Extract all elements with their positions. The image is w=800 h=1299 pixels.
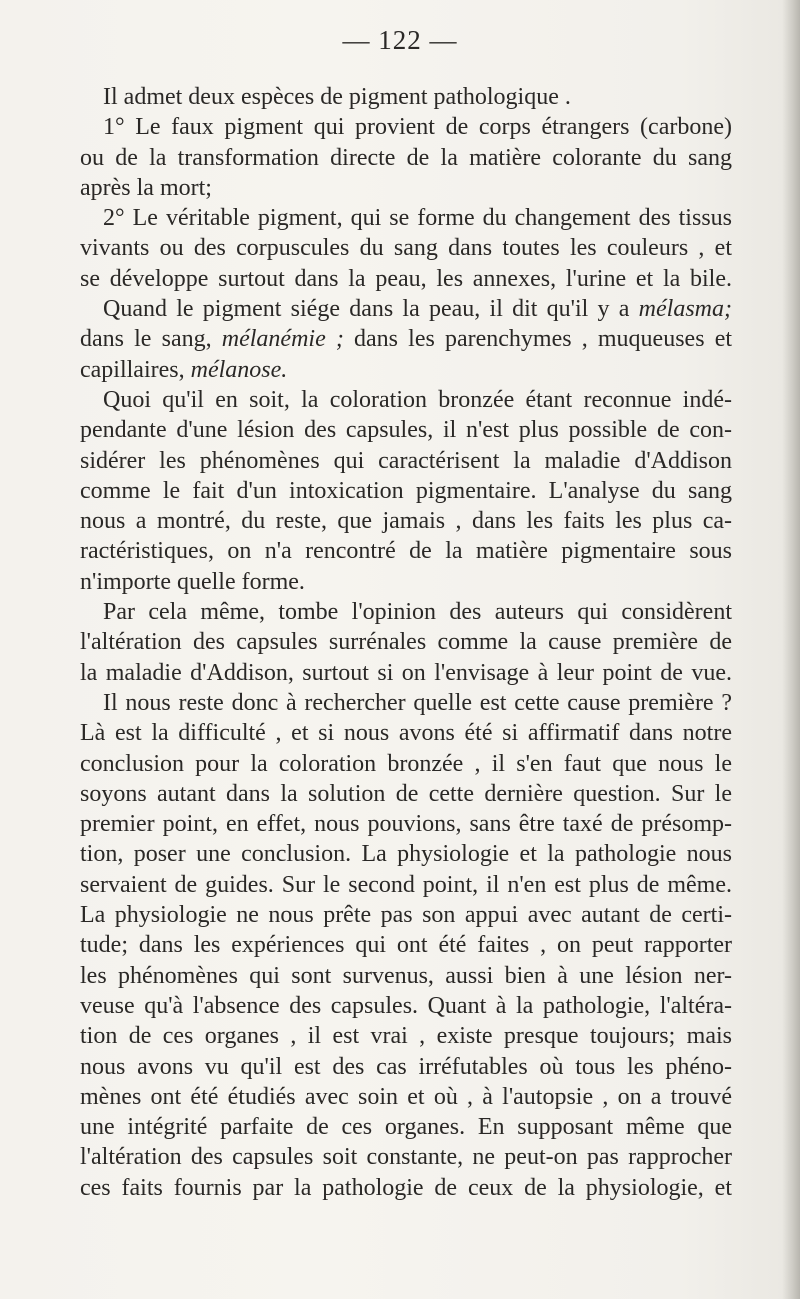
text-line — [80, 536, 732, 566]
text-line-content: servaient de guides. Sur le second point, il n'en est plus de même. — [80, 871, 732, 898]
text-line-content: une intégrité parfaite de ces organes. En supposant même que — [80, 1114, 732, 1141]
text-line — [80, 1112, 732, 1142]
text-line-content: soyons autant dans la solution de cette dernière question. Sur le — [80, 780, 732, 807]
text-line-content: l'altération des capsules soit constante, ne peut-on pas rapprocher — [80, 1144, 732, 1171]
text-line-content: ces faits fournis par la pathologie de ceux de la physiologie, et — [80, 1174, 732, 1201]
text-line — [80, 870, 732, 900]
text-line-content: la maladie d'Addison, surtout si on l'envisage à leur point de vue. — [80, 659, 732, 686]
text-line — [80, 294, 732, 324]
text-line — [80, 355, 732, 385]
italic-term: mélanose. — [190, 356, 288, 383]
page-number: — 122 — — [342, 25, 458, 55]
text-line-content: Par cela même, tombe l'opinion des auteurs qui considèrent — [103, 599, 732, 626]
text-line — [80, 415, 732, 445]
text-line — [80, 961, 732, 991]
text-line — [80, 1142, 732, 1172]
text-line — [80, 143, 732, 173]
text-line-content: l'altération des capsules surrénales comme la cause première de — [80, 629, 732, 656]
text-line — [80, 385, 732, 415]
text-line-content: premier point, en effet, nous pouvions, sans être taxé de présomp- — [80, 811, 732, 838]
text-line — [80, 688, 732, 718]
text-line-content: ractéristiques, on n'a rencontré de la matière pigmentaire sous — [80, 538, 732, 565]
text-line-content: 1° Le faux pigment qui provient de corps étrangers (carbone) — [103, 114, 732, 141]
text-line — [80, 506, 732, 536]
text-line — [80, 930, 732, 960]
text-line-content: n'importe quelle forme. — [80, 568, 305, 595]
text-line — [80, 749, 732, 779]
italic-term: mélasma; — [638, 296, 732, 323]
text-line-content: Quoi qu'il en soit, la coloration bronzée étant reconnue indé- — [103, 386, 732, 413]
text-line-content: nous avons vu qu'il est des cas irréfutables où tous les phéno- — [80, 1053, 732, 1080]
text-line-content: ou de la transformation directe de la matière colorante du sang — [80, 144, 732, 171]
text-line — [80, 991, 732, 1021]
text-line-content: Quand le pigment siége dans la peau, il dit qu'il y a — [103, 296, 639, 323]
text-line-content: pendante d'une lésion des capsules, il n'est plus possible de con- — [80, 417, 732, 444]
text-line-content: 2° Le véritable pigment, qui se forme du changement des tissus — [103, 205, 732, 232]
text-line-content: comme le fait d'un intoxication pigmentaire. L'analyse du sang — [80, 477, 732, 504]
text-line — [80, 900, 732, 930]
text-line — [80, 476, 732, 506]
text-line — [80, 567, 732, 597]
italic-term: mélanémie ; — [221, 326, 344, 353]
text-line-content: tion, poser une conclusion. La physiologie et la pathologie nous — [80, 841, 732, 868]
text-line — [80, 658, 732, 688]
text-line — [80, 203, 732, 233]
text-line-content: La physiologie ne nous prête pas son appui avec autant de certi- — [80, 902, 732, 929]
text-line — [80, 597, 732, 627]
text-line — [80, 324, 732, 354]
text-line-content: vivants ou des corpuscules du sang dans toutes les couleurs , et — [80, 235, 732, 262]
text-line-content: veuse qu'à l'absence des capsules. Quant à la pathologie, l'altéra- — [80, 992, 732, 1019]
text-line-content: mènes ont été étudiés avec soin et où , à l'autopsie , on a trouvé — [80, 1083, 732, 1110]
text-line-content: conclusion pour la coloration bronzée , il s'en faut que nous le — [80, 750, 732, 777]
text-line — [80, 173, 732, 203]
text-line-content: sidérer les phénomènes qui caractérisent la maladie d'Addison — [80, 447, 732, 474]
text-line-content: tude; dans les expériences qui ont été faites , on peut rapporter — [80, 932, 732, 959]
text-line — [80, 718, 732, 748]
text-line-content: Là est la difficulté , et si nous avons été si affirmatif dans notre — [80, 720, 732, 747]
body-text — [80, 82, 732, 1203]
text-line — [80, 627, 732, 657]
text-line-content: Il nous reste donc à rechercher quelle est cette cause première ? — [103, 689, 732, 716]
text-line — [80, 1052, 732, 1082]
text-line — [80, 112, 732, 142]
text-line — [80, 82, 732, 112]
text-line-content: tion de ces organes , il est vrai , existe presque toujours; mais — [80, 1023, 732, 1050]
text-line — [80, 809, 732, 839]
text-line — [80, 1082, 732, 1112]
text-line-content: nous a montré, du reste, que jamais , dans les faits les plus ca- — [80, 508, 732, 535]
text-line-content: se développe surtout dans la peau, les annexes, l'urine et la bile. — [80, 265, 732, 292]
text-line — [80, 233, 732, 263]
text-line — [80, 1021, 732, 1051]
text-line — [80, 839, 732, 869]
text-line — [80, 779, 732, 809]
page-edge-shadow — [782, 0, 800, 1299]
text-line-content: dans le sang, — [80, 326, 222, 353]
text-line — [80, 264, 732, 294]
text-line-content: les phénomènes qui sont survenus, aussi bien à une lésion ner- — [80, 962, 732, 989]
text-line-continuation: dans les parenchymes , muqueuses et — [343, 326, 733, 353]
text-line-content: Il admet deux espèces de pigment pathologique . — [103, 84, 571, 110]
text-line-content: après la mort; — [80, 174, 212, 201]
text-line — [80, 1173, 732, 1203]
text-line-content: capillaires, — [80, 356, 191, 383]
text-line — [80, 446, 732, 476]
